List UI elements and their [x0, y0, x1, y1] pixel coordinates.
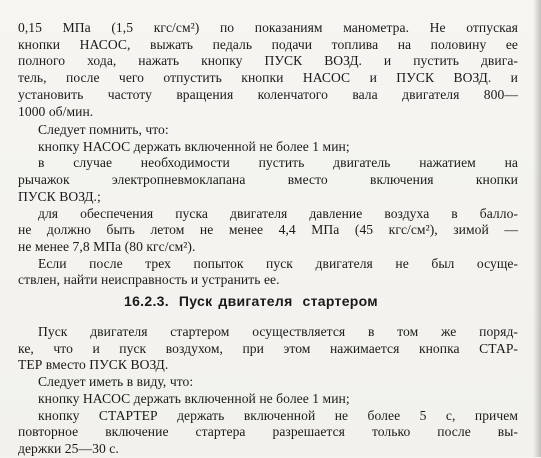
page-edge-shadow	[533, 0, 541, 457]
text-line: тель, после чего отпустить кнопки НАСОС и ПУСК ВОЗД. и	[18, 70, 518, 86]
text-line: 1000 об/мин.	[18, 103, 94, 119]
text-line: установить частоту вращения коленчатого вала двигателя 800—	[18, 86, 518, 102]
text-line: повторное включение стартера разрешается только после вы-	[18, 424, 518, 440]
paragraph-start-procedure	[18, 20, 518, 120]
text-line: 0,15 МПа (1,5 кгс/см²) по показаниям манометра. Не отпуская	[18, 20, 518, 35]
text-line: Пуск двигателя стартером осуществляется в том же поряд-	[38, 324, 518, 339]
section-title-word: Пуск	[178, 293, 213, 309]
section-title-word: стартером	[302, 293, 378, 309]
text-line: ке, что и пуск воздухом, при этом нажимается кнопка СТАР-	[18, 340, 518, 356]
section-title-word: двигателя	[218, 293, 293, 309]
text-line: Если после трех попыток пуск двигателя не был осуще-	[38, 255, 518, 271]
text-line: кнопку СТАРТЕР держать включенной не более 5 с, причем	[38, 407, 518, 423]
section-number: 16.2.3.	[124, 293, 169, 309]
text-line: не должно быть летом не менее 4,4 МПа (45 кгс/см²), зимой —	[18, 222, 518, 238]
paragraph-remember-notes	[18, 122, 518, 289]
text-line: в случае необходимости пустить двигатель нажатием на	[38, 155, 518, 171]
text-line: кнопку НАСОС держать включенной не более 1 мин;	[38, 138, 350, 154]
text-line: ТЕР вместо ПУСК ВОЗД.	[18, 357, 169, 373]
text-line: Следует помнить, что:	[38, 122, 169, 137]
section-heading	[124, 293, 378, 309]
text-line: рычажок электропневмоклапана вместо включения кнопки	[18, 172, 518, 188]
text-line: ствлен, найти неисправность и устранить ее.	[18, 272, 280, 288]
text-line: для обеспечения пуска двигателя давление воздуха в балло-	[38, 205, 518, 221]
text-line: ПУСК ВОЗД.;	[18, 188, 101, 204]
paragraph-starter-start	[18, 324, 518, 458]
text-line: держки 25—30 с.	[18, 440, 119, 456]
text-line: кнопку НАСОС держать включенной не более 1 мин;	[38, 390, 350, 406]
text-line: не менее 7,8 МПа (80 кгс/см²).	[18, 238, 196, 254]
text-line: кнопки НАСОС, выжать педаль подачи топлива на половину ее	[18, 36, 518, 52]
text-line: полного хода, нажать кнопку ПУСК ВОЗД. и пустить двига-	[18, 53, 518, 69]
text-line: Следует иметь в виду, что:	[38, 374, 194, 390]
